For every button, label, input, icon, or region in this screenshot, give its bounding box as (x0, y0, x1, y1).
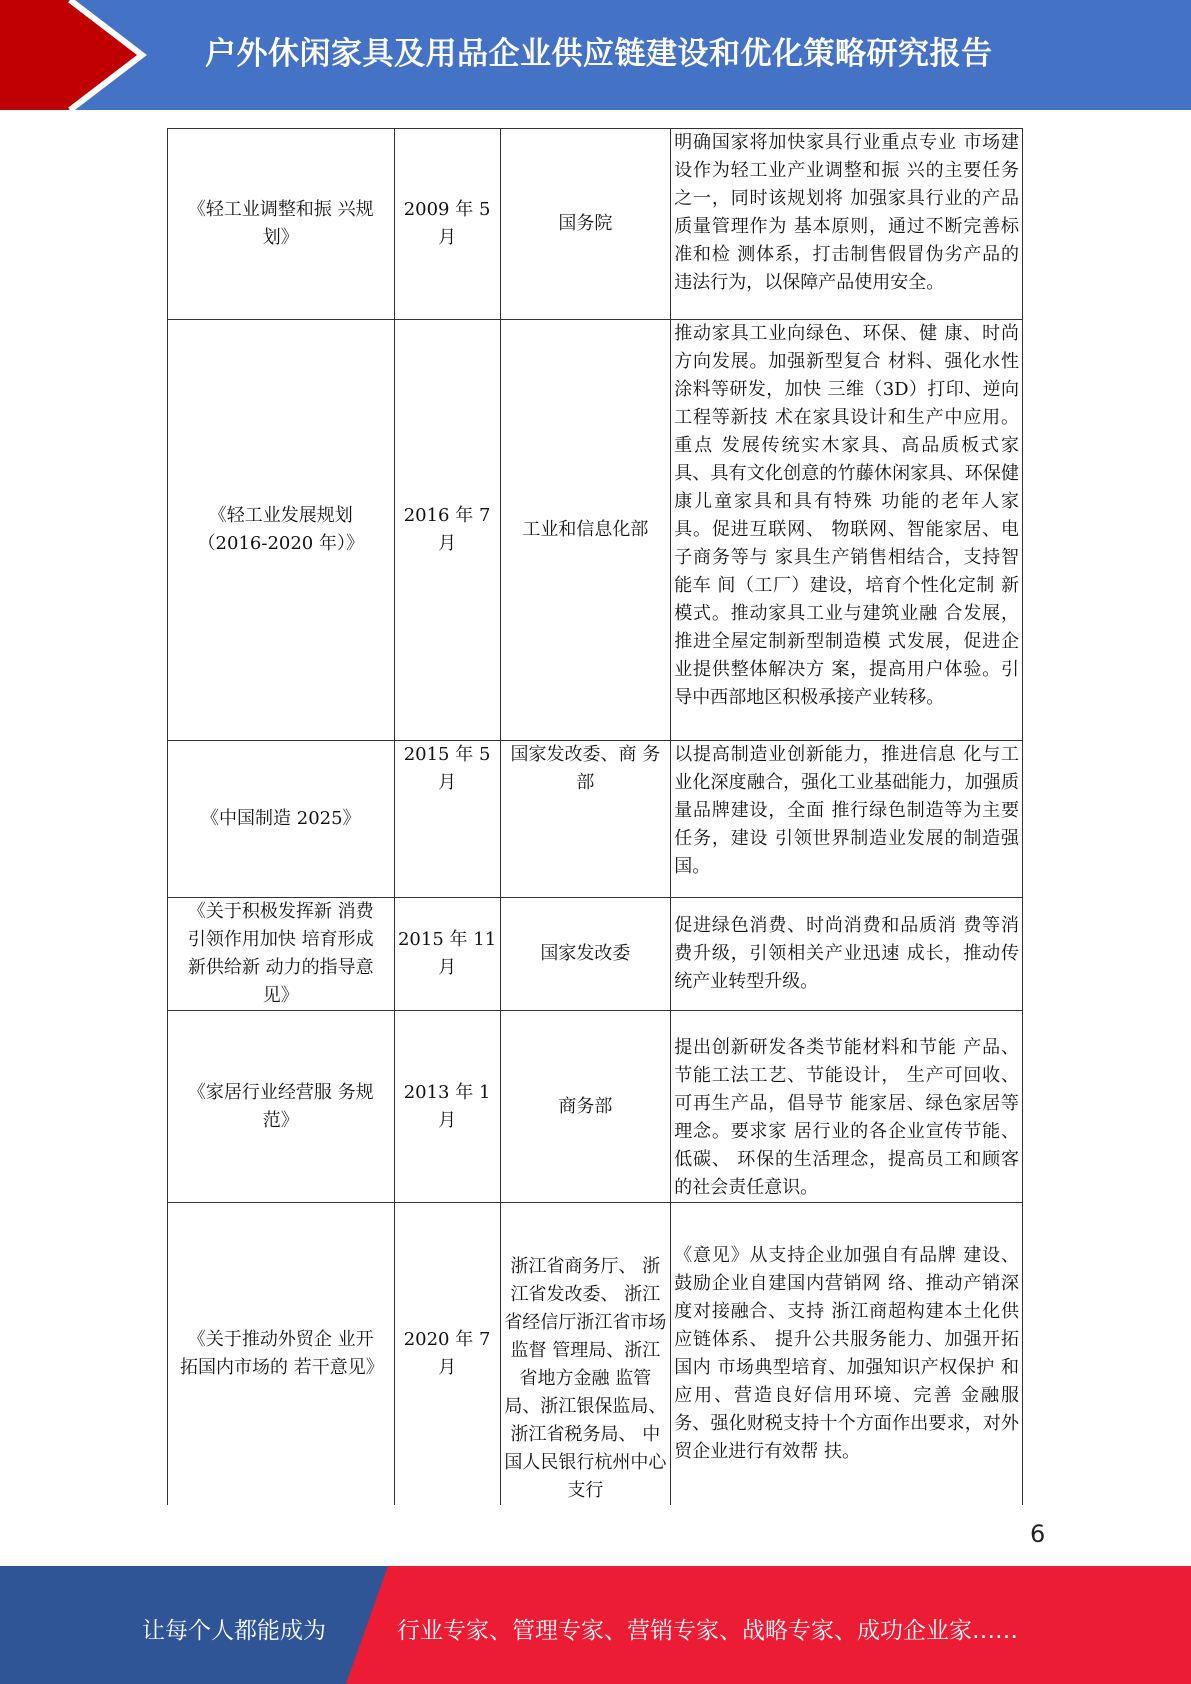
report-title: 户外休闲家具及用品企业供应链建设和优化策略研究报告 (205, 36, 993, 72)
policy-content: 推动家具工业向绿色、环保、健 康、时尚方向发展。加强新型复合 材料、强化水性涂料等研发，加快 三维（3D）打印、逆向工程等新技 术在家具设计和生产中应用。重点 发展传统实木家具、高品质板式家 具、具有文化创意的竹藤休闲家具、环保健康儿童家具和具有特殊 功能的老年人家具。促进互联网、 物联网、智能家居、电子商务等与 家具生产销售相结合，支持智能车 间（工厂）建设，培育个性化定制 新模式。推动家具工业与建筑业融 合发展，推进全屋定制新型制造模 式发展，促进企业提供整体解决方 案，提高用户体验。引导中西部地区积极承接产业转移。 (671, 320, 1023, 741)
policy-issuer: 商务部 (500, 1011, 671, 1203)
policy-date: 2015 年 5 月 (394, 741, 500, 898)
policy-issuer: 浙江省商务厅、 浙江省发改委、 浙江省经信厅浙江省市场监督 管理局、浙江省地方金融 监管局、浙江银保监局、 浙江省税务局、 中国人民银行杭州中心支行 (500, 1203, 671, 1505)
policy-issuer: 国家发改委、商 务部 (500, 741, 671, 898)
policy-issuer: 国家发改委 (500, 898, 671, 1011)
policy-date: 2020 年 7 月 (394, 1203, 500, 1505)
policy-date: 2015 年 11 月 (394, 898, 500, 1011)
policy-name: 《关于推动外贸企 业开拓国内市场的 若干意见》 (168, 1203, 395, 1505)
policy-date: 2009 年 5 月 (394, 129, 500, 320)
page-footer (0, 1566, 1191, 1684)
table-row (168, 898, 1023, 1011)
policy-content: 以提高制造业创新能力，推进信息 化与工业化深度融合，强化工业基础能力，加强质量品牌建设，全面 推行绿色制造等为主要任务，建设 引领世界制造业发展的制造强国。 (671, 741, 1023, 898)
policy-name: 《家居行业经营服 务规范》 (168, 1011, 395, 1203)
table-row (168, 320, 1023, 741)
policy-content: 《意见》从支持企业加强自有品牌 建设、鼓励企业自建国内营销网 络、推动产销深度对接融合、支持 浙江商超构建本土化供应链体系、 提升公共服务能力、加强开拓国内 市场典型培育、加强知识产权保护 和应用、营造良好信用环境、完善 金融服务、强化财税支持十个方面作出要求，对外贸企业进行有效帮 扶。 (671, 1203, 1023, 1505)
policy-date: 2016 年 7 月 (394, 320, 500, 741)
table-row (168, 1203, 1023, 1505)
policy-issuer: 国务院 (500, 129, 671, 320)
footer-slogan-right: 行业专家、管理专家、营销专家、战略专家、成功企业家…… (397, 1618, 1018, 1644)
policy-issuer: 工业和信息化部 (500, 320, 671, 741)
footer-slogan-left: 让每个人都能成为 (142, 1618, 326, 1644)
policy-table (167, 128, 1023, 1505)
policy-content: 提出创新研发各类节能材料和节能 产品、节能工法工艺、节能设计， 生产可回收、可再生产品，倡导节 能家居、绿色家居等理念。要求家 居行业的各企业宣传节能、低碳、 环保的生活理念，提高员工和顾客 的社会责任意识。 (671, 1011, 1023, 1203)
policy-content: 明确国家将加快家具行业重点专业 市场建设作为轻工业产业调整和振 兴的主要任务之一，同时该规划将 加强家具行业的产品质量管理作为 基本原则，通过不断完善标准和检 测体系，打击制售假冒伪劣产品的 违法行为，以保障产品使用安全。 (671, 129, 1023, 320)
table-row (168, 1011, 1023, 1203)
policy-name: 《轻工业发展规划（2016-2020 年）》 (168, 320, 395, 741)
policy-name: 《关于积极发挥新 消费引领作用加快 培育形成新供给新 动力的指导意见》 (168, 898, 395, 1011)
header-arrow-decoration (0, 0, 160, 110)
table-row (168, 129, 1023, 320)
table-row (168, 741, 1023, 898)
policy-content: 促进绿色消费、时尚消费和品质消 费等消费升级，引领相关产业迅速 成长，推动传统产业转型升级。 (671, 898, 1023, 1011)
page-header (0, 0, 1191, 110)
policy-date: 2013 年 1 月 (394, 1011, 500, 1203)
page-number: 6 (1030, 1520, 1046, 1548)
policy-name: 《轻工业调整和振 兴规划》 (168, 129, 395, 320)
policy-name: 《中国制造 2025》 (168, 741, 395, 898)
